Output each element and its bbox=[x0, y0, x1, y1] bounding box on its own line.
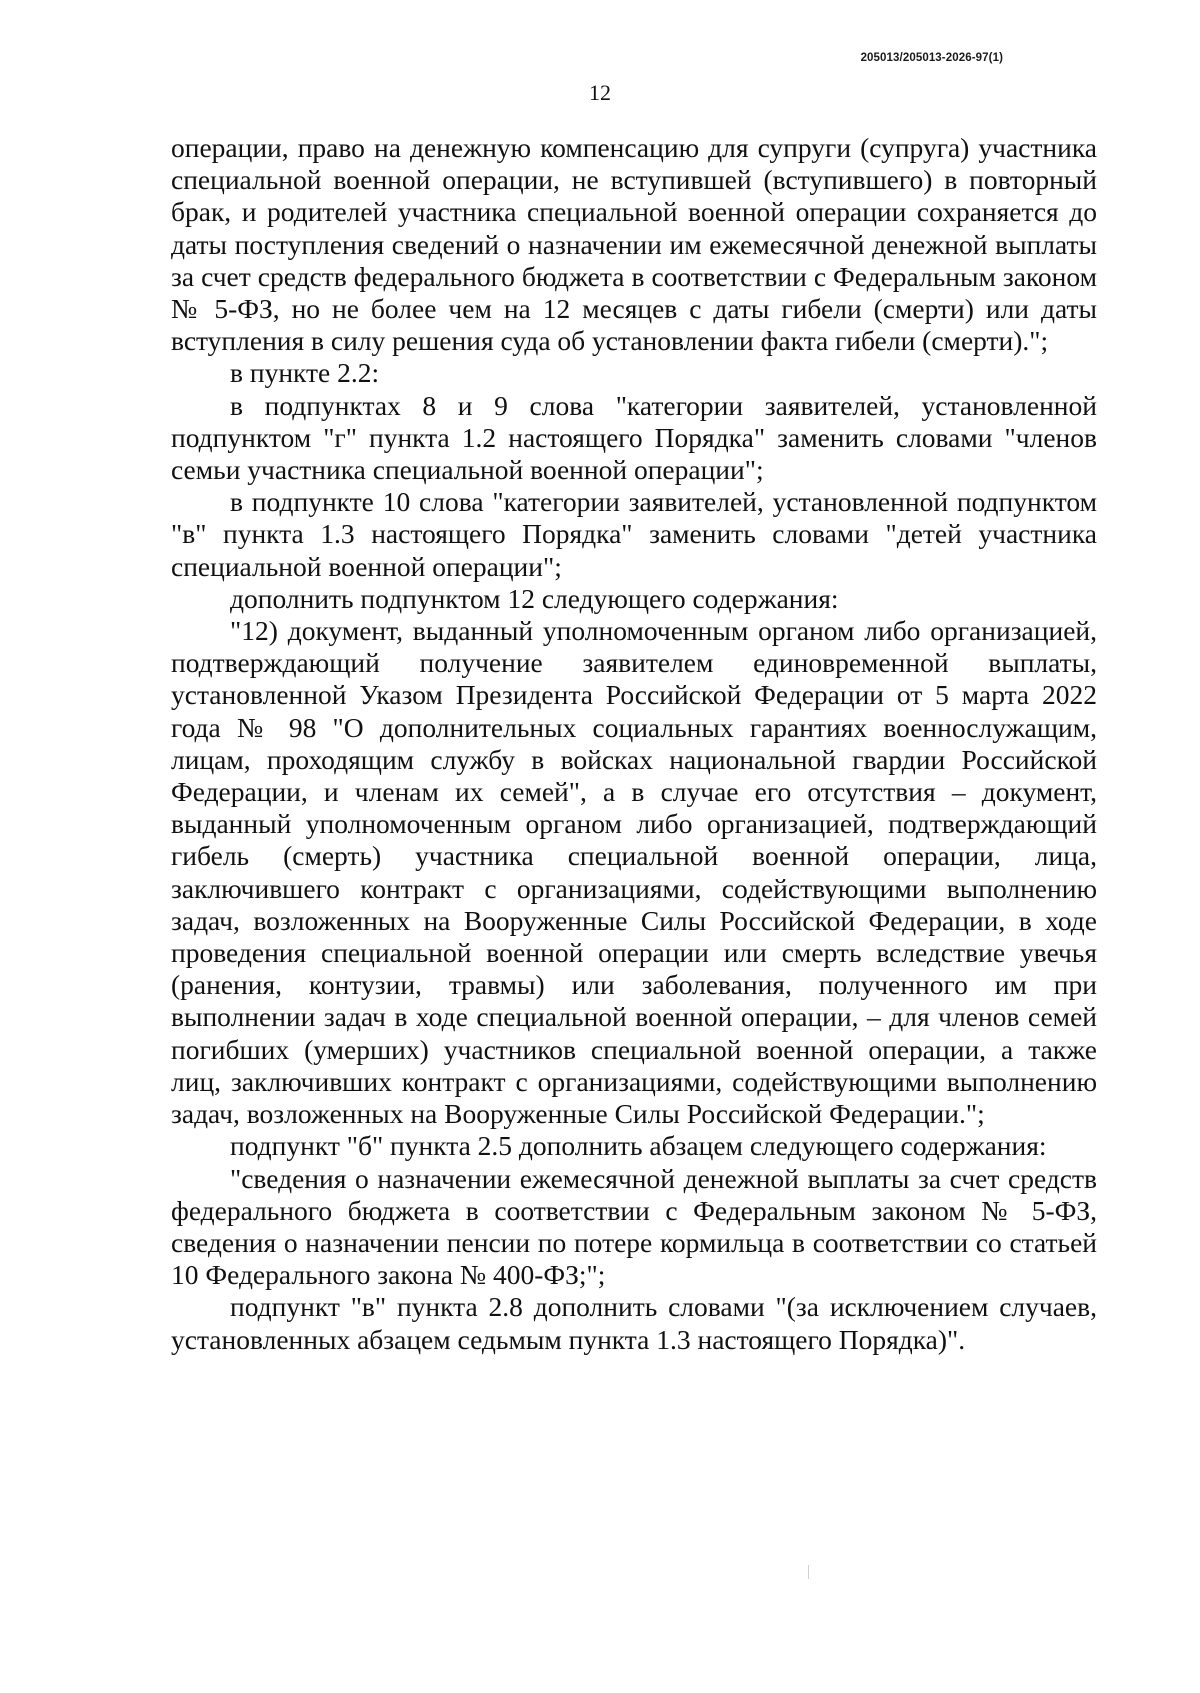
document-body bbox=[171, 132, 1097, 1356]
paragraph-subclauses-8-9: в подпунктах 8 и 9 слова "категории заявителей, установленной подпунктом "г" пункта 1.2 настоящего Порядка" заменить словами "членов семьи участника специальной военной операции"; bbox=[171, 389, 1097, 486]
scan-artifact bbox=[808, 1565, 809, 1579]
paragraph-add-subclause-12: дополнить подпунктом 12 следующего содержания: bbox=[230, 582, 839, 614]
paragraph-subclause-10: в подпункте 10 слова "категории заявителей, установленной подпунктом "в" пункта 1.3 настоящего Порядка" заменить словами "детей участника специальной военной операции"; bbox=[171, 486, 1097, 582]
paragraph-clause-2-5: подпункт "б" пункта 2.5 дополнить абзацем следующего содержания: bbox=[230, 1130, 1047, 1162]
paragraph-clause-2-8: подпункт "в" пункта 2.8 дополнить словами "(за исключением случаев, установленных абзацем седьмым пункта 1.3 настоящего Порядка)". bbox=[171, 1291, 1097, 1355]
paragraph-clause-2-2: в пункте 2.2: bbox=[230, 357, 380, 389]
page-number: 12 bbox=[589, 80, 611, 105]
paragraph-subclause-12-text: "12) документ, выданный уполномоченным органом либо организацией, подтверждающий получение заявителем единовременной выплаты, установленной Указом Президента Российской Федерации от 5 марта 2022 года № 98 "О дополнительных социальных гарантиях военнослужащим, лицам, проходящим службу в войсках национальной гвардии Российской Федерации, и членам их семей", а в случае его отсутствия – документ, выданный уполномоченным органом либо организацией, подтверждающий гибель (смерть) участника специальной военной операции, лица, заключившего контракт с организациями, содействующими выполнению задач, возложенных на Вооруженные Силы Российской Федерации, в ходе проведения специальной военной операции или смерть вследствие увечья (ранения, контузии, травмы) или заболевания, полученного им при выполнении задач в ходе специальной военной операции, – для членов семей погибших (умерших) участников специальной военной операции, а также лиц, заключивших контракт с организациями, содействующими выполнению задач, возложенных на Вооруженные Силы Российской Федерации."; bbox=[171, 615, 1097, 1130]
paragraph-clause-2-5-text: "сведения о назначении ежемесячной денежной выплаты за счет средств федерального бюджета в соответствии с Федеральным законом № 5-ФЗ, сведения о назначении пенсии по потере кормильца в соответствии со статьей 10 Федерального закона № 400-ФЗ;"; bbox=[171, 1162, 1097, 1291]
document-id: 205013/205013-2026-97(1) bbox=[860, 52, 1003, 64]
paragraph-continuation: операции, право на денежную компенсацию для супруги (супруга) участника специальной военной операции, не вступившей (вступившего) в повторный брак, и родителей участника специальной военной операции сохраняется до даты поступления сведений о назначении им ежемесячной денежной выплаты за счет средств федерального бюджета в соответствии с Федеральным законом № 5-ФЗ, но не более чем на 12 месяцев с даты гибели (смерти) или даты вступления в силу решения суда об установлении факта гибели (смерти)."; bbox=[171, 132, 1097, 357]
